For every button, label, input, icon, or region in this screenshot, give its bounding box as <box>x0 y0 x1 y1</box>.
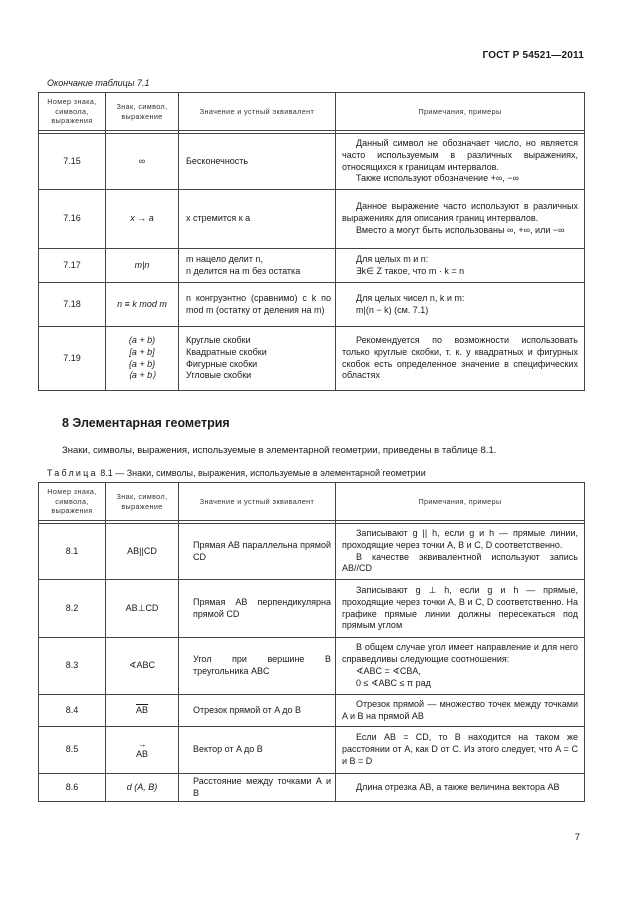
note-line: Если AB = CD, то B находится на таком же расстоянии от A, как D от C. Из этого следует, что A = C и B = D <box>342 732 578 766</box>
row-note <box>336 695 585 727</box>
col-header-notes: Примечания, примеры <box>336 93 585 131</box>
note-line: Записывают g || h, если g и h — прямые линии, проходящие через точки A, B и C, D соответственно. <box>342 527 578 550</box>
section-title: 8 Элементарная геометрия <box>62 416 230 430</box>
note-line: В общем случае угол имеет направление и для него справедливы следующие соотношения: <box>342 642 578 665</box>
row-note <box>336 774 585 802</box>
row-number: 7.15 <box>39 134 106 190</box>
document-code: ГОСТ Р 54521—2011 <box>482 50 584 61</box>
row-meaning: n конгруэнтно (сравнимо) с k по mod m (остатку от деления на m) <box>179 283 336 327</box>
row-number: 7.16 <box>39 190 106 249</box>
note-line: Также используют обозначение +∞, −∞ <box>356 173 519 184</box>
note-line: Рекомендуется по возможности использовать только круглые скобки, т. к. у квадратных и фигурных скобок есть определенное значение в специфических областях <box>342 334 578 381</box>
symbol-angle-brackets: ⟨a + b⟩ <box>128 370 156 381</box>
note-line: Вместо a могут быть использованы ∞, +∞, или −∞ <box>356 224 565 235</box>
table-row <box>39 249 585 283</box>
table-row <box>39 190 585 249</box>
caption-text: 8.1 — Знаки, символы, выражения, используемые в элементарной геометрии <box>97 468 426 478</box>
row-meaning: x стремится к a <box>179 190 336 249</box>
table-7-1-caption: Окончание таблицы 7.1 <box>47 78 150 88</box>
row-symbol: ∞ <box>106 134 179 190</box>
meaning-line: Квадратные скобки <box>186 346 267 357</box>
row-note <box>336 727 585 774</box>
row-meaning: Прямая AB параллельна прямой CD <box>179 524 336 580</box>
col-header-number: Номер знака, символа, выражения <box>39 93 106 131</box>
symbol-curly-brackets: {a + b} <box>128 358 156 369</box>
meaning-line: Фигурные скобки <box>186 358 258 369</box>
row-meaning: Отрезок прямой от A до B <box>179 695 336 727</box>
row-symbol <box>106 727 179 774</box>
meaning-line: n делится на m без остатка <box>186 265 301 276</box>
row-symbol: ∢ABC <box>106 638 179 695</box>
symbol-square-brackets: [a + b] <box>129 346 155 357</box>
row-number: 7.18 <box>39 283 106 327</box>
segment-symbol: $\overline{AB}$ <box>135 704 148 715</box>
table-row <box>39 727 585 774</box>
row-symbol: n ≡ k mod m <box>106 283 179 327</box>
row-number: 7.19 <box>39 327 106 391</box>
meaning-line: m нацело делит n, <box>186 253 263 264</box>
row-symbol: x → a <box>106 190 179 249</box>
col-header-symbol: Знак, символ, выражение <box>106 483 179 521</box>
col-header-symbol: Знак, символ, выражение <box>106 93 179 131</box>
row-symbol: m|n <box>106 249 179 283</box>
distance-symbol: d (A, B) <box>126 781 158 792</box>
note-line: ∃k∈ Z такое, что m · k = n <box>356 265 465 276</box>
table-row <box>39 638 585 695</box>
row-number: 7.17 <box>39 249 106 283</box>
row-meaning: Вектор от A до B <box>179 727 336 774</box>
row-symbol <box>106 774 179 802</box>
table-row <box>39 580 585 638</box>
row-note <box>336 283 585 327</box>
symbol-round-brackets: (a + b) <box>128 335 156 346</box>
row-note <box>336 190 585 249</box>
meaning-line: Угловые скобки <box>186 370 252 381</box>
table-row <box>39 695 585 727</box>
row-number: 8.2 <box>39 580 106 638</box>
note-line: Данный символ не обозначает число, но является часто используемым в различных выражениях, относящихся к границам интервалов. <box>342 137 578 172</box>
section-intro: Знаки, символы, выражения, используемые в элементарной геометрии, приведены в таблице 8.1. <box>62 445 497 456</box>
row-number: 8.1 <box>39 524 106 580</box>
note-line: Для целых m и n: <box>356 253 429 264</box>
note-line: Отрезок прямой — множество точек между точками A и B на прямой AB <box>342 698 578 721</box>
row-note <box>336 638 585 695</box>
vector-symbol: AB <box>135 748 148 759</box>
row-symbol: AB⊥CD <box>106 580 179 638</box>
row-symbol <box>106 695 179 727</box>
note-line: ∢ABC = ∢CBA, <box>356 666 421 676</box>
col-header-notes: Примечания, примеры <box>336 483 585 521</box>
col-header-number: Номер знака, символа, выражения <box>39 483 106 521</box>
note-line: 0 ≤ ∢ABC ≤ π рад <box>356 677 431 688</box>
meaning-line: Круглые скобки <box>186 335 251 346</box>
row-meaning: Прямая AB перпендикулярна прямой CD <box>179 580 336 638</box>
note-line: Данное выражение часто используют в различных выражениях для описания границ интервалов. <box>342 201 578 224</box>
note-line: Для целых чисел n, k и m: <box>356 292 465 303</box>
row-note <box>336 327 585 391</box>
row-meaning: Расстояние между точками A и B <box>179 774 336 802</box>
note-line: В качестве эквивалентной используют запись AB//CD <box>342 551 578 574</box>
row-note <box>336 580 585 638</box>
row-meaning: Бесконечность <box>179 134 336 190</box>
table-row <box>39 524 585 580</box>
table-7-1 <box>38 92 585 391</box>
row-number: 8.4 <box>39 695 106 727</box>
table-row <box>39 327 585 391</box>
page-number: 7 <box>574 832 580 843</box>
col-header-meaning: Значение и устный эквивалент <box>179 483 336 521</box>
row-symbol <box>106 327 179 391</box>
table-8-1-caption <box>47 468 426 478</box>
table-row <box>39 134 585 190</box>
note-line: Длина отрезка AB, а также величина вектора AB <box>356 781 560 792</box>
row-meaning: Угол при вершине B треугольника ABC <box>179 638 336 695</box>
table-8-1 <box>38 482 585 802</box>
col-header-meaning: Значение и устный эквивалент <box>179 93 336 131</box>
note-line: Записывают g ⊥ h, если g и h — прямые, проходящие через точки A, B и C, D соответственно. На графике прямые линии должны пересекаться под прямым углом <box>342 584 578 631</box>
vector-arrow-icon: → <box>137 738 147 749</box>
table-row <box>39 283 585 327</box>
row-note <box>336 249 585 283</box>
row-note <box>336 134 585 190</box>
caption-prefix: Таблица <box>47 468 98 478</box>
row-number: 8.6 <box>39 774 106 802</box>
row-meaning <box>179 249 336 283</box>
row-number: 8.3 <box>39 638 106 695</box>
row-number: 8.5 <box>39 727 106 774</box>
table-row <box>39 774 585 802</box>
row-meaning <box>179 327 336 391</box>
row-symbol: AB||CD <box>106 524 179 580</box>
row-note <box>336 524 585 580</box>
note-line: m|(n − k) (см. 7.1) <box>356 304 429 315</box>
